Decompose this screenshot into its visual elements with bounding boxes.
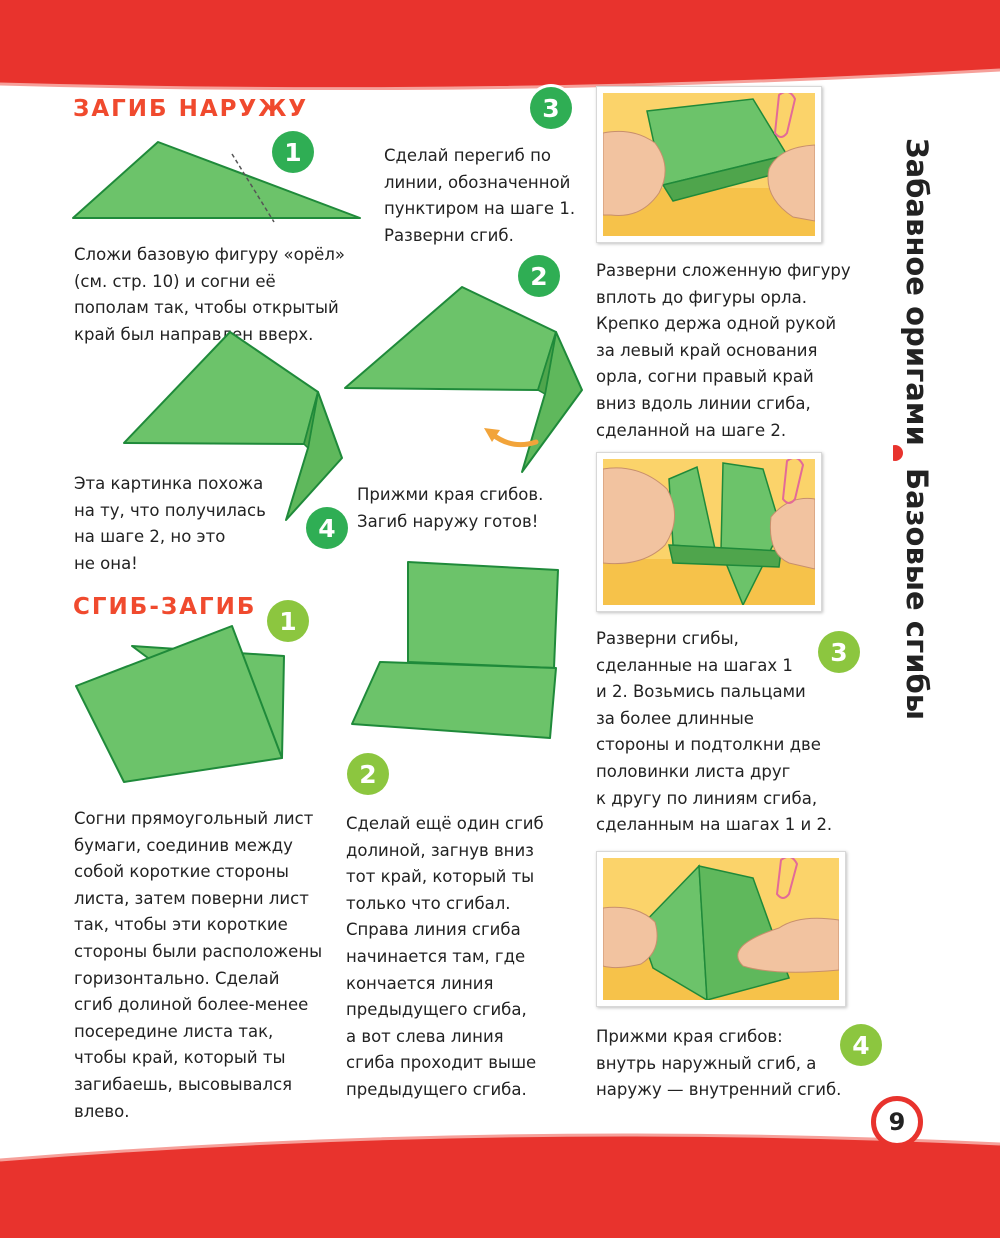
- photo-step-1: [596, 86, 822, 243]
- top-red-band: [0, 0, 1000, 90]
- bottom-red-band: [0, 1130, 1000, 1238]
- photo-step-4-badge: 4: [840, 1024, 882, 1066]
- valley-fold-step1-text: Согни прямоугольный лист бумаги, соединив между собой короткие стороны листа, затем поверни лист так, чтобы эти короткие стороны были расположены горизонтально. Сделай сгиб долиной более-менее посередине листа так, чтобы край, который ты загибаешь, высовывался влево.: [74, 809, 323, 1121]
- sidebar-title-part2: Базовые сгибы: [900, 468, 934, 720]
- sidebar-title: [893, 130, 953, 730]
- outer-fold-step4-text: Эта картинка похожа на ту, что получилась на шаге 2, но это не она!: [74, 474, 266, 573]
- outer-fold-title: ЗАГИБ НАРУЖУ: [73, 96, 309, 122]
- valley-fold-step2-figure: [348, 558, 560, 740]
- sidebar-title-part1: Забавное оригами: [900, 138, 934, 446]
- sidebar-dot: [893, 445, 903, 461]
- outer-fold-step1-text: Сложи базовую фигуру «орёл» (см. стр. 10) и согни её пополам так, чтобы открытый край был направлен вверх.: [74, 245, 345, 344]
- valley-fold-title: СГИБ-ЗАГИБ: [73, 594, 257, 620]
- photo-step-1-text: Разверни сложенную фигуру вплоть до фигуры орла. Крепко держа одной рукой за левый край основания орла, согни правый край вниз вдоль линии сгиба, сделанной на шаге 2.: [596, 261, 851, 440]
- outer-fold-step1-figure: [70, 138, 365, 223]
- outer-fold-step2-text: Прижми края сгибов. Загиб наружу готов!: [357, 485, 544, 531]
- outer-fold-step1-badge: 1: [272, 131, 314, 173]
- photo-step-4-text: Прижми края сгибов: внутрь наружный сгиб, а наружу — внутренний сгиб.: [596, 1027, 842, 1100]
- photo-step-3: [596, 851, 846, 1007]
- photo-step-2: [596, 452, 822, 612]
- outer-fold-step3-badge: 3: [530, 87, 572, 129]
- outer-fold-step4-badge: 4: [306, 507, 348, 549]
- valley-fold-step1-figure: [72, 622, 292, 784]
- outer-fold-step2-badge: 2: [518, 255, 560, 297]
- page-number: 9: [871, 1096, 923, 1148]
- valley-fold-step2-badge: 2: [347, 753, 389, 795]
- valley-fold-step1-badge: 1: [267, 600, 309, 642]
- outer-fold-step2-figure: [340, 282, 590, 477]
- outer-fold-step3-text: Сделай перегиб по линии, обозначенной пунктиром на шаге 1. Разверни сгиб.: [384, 146, 576, 245]
- photo-step-3-badge: 3: [818, 631, 860, 673]
- valley-fold-step2-text: Сделай ещё один сгиб долиной, загнув вниз тот край, который ты только что сгибал. Справа линия сгиба начинается там, где кончается линия предыдущего сгиба, а вот слева линия сгиба проходит выше предыдущего сгиба.: [346, 814, 544, 1099]
- photo-step-3-text: Разверни сгибы, сделанные на шагах 1 и 2. Возьмись пальцами за более длинные стороны и подтолкни две половинки листа друг к другу по линиям сгиба, сделанным на шагах 1 и 2.: [596, 629, 833, 835]
